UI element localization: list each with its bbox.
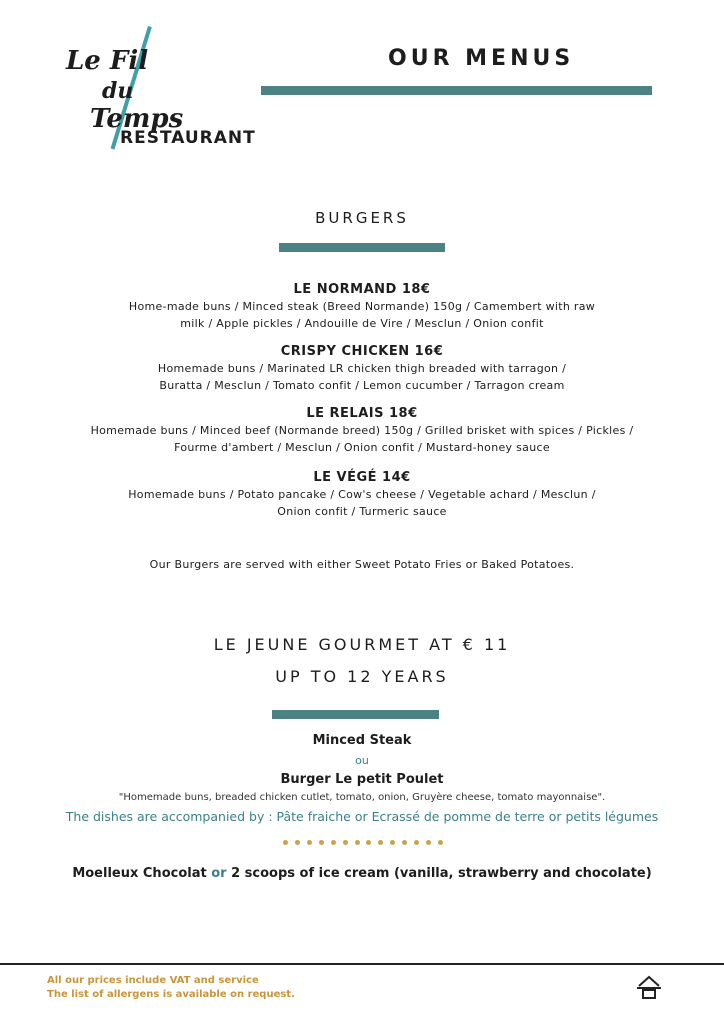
dotted-divider: [283, 840, 443, 846]
kids-heading: LE JEUNE GOURMET AT € 11: [213, 635, 511, 654]
menu-item-title: LE NORMAND 18€: [293, 282, 431, 297]
kids-sides: The dishes are accompanied by : Pâte fraiche or Ecrassé de pomme de terre or petits légumes: [65, 809, 659, 824]
burgers-heading: BURGERS: [315, 209, 409, 227]
kids-option-2-desc: "Homemade buns, breaded chicken cutlet, tomato, onion, Gruyère cheese, tomato mayonnaise".: [118, 792, 606, 803]
title-divider: [261, 86, 652, 95]
menu-item-title: CRISPY CHICKEN 16€: [280, 344, 444, 359]
page-title: OUR MENUS: [388, 46, 575, 71]
kids-or: ou: [355, 754, 369, 767]
burgers-note: Our Burgers are served with either Sweet Potato Fries or Baked Potatoes.: [149, 558, 575, 571]
footer-note: All our prices include VAT and service The list of allergens is available on request.: [47, 975, 295, 1000]
menu-item-desc: Homemade buns / Minced beef (Normande breed) 150g / Grilled brisket with spices / Pickles / Fourme d'ambert / Mesclun / Onion confit / Mustard-honey sauce: [90, 424, 634, 454]
logo-line-3: Temps: [90, 104, 184, 134]
menu-item-title: LE RELAIS 18€: [306, 406, 418, 421]
burgers-divider: [279, 243, 445, 252]
menu-item-desc: Homemade buns / Marinated LR chicken thigh breaded with tarragon / Buratta / Mesclun / Tomato confit / Lemon cucumber / Tarragon cream: [157, 362, 567, 392]
kids-subheading: UP TO 12 YEARS: [275, 667, 449, 686]
menu-item-desc: Home-made buns / Minced steak (Breed Normande) 150g / Camembert with raw milk / Apple pickles / Andouille de Vire / Mesclun / Onion confit: [128, 300, 596, 330]
restaurant-logo: [60, 24, 256, 154]
logo-line-1: Le Fil: [66, 46, 149, 76]
kids-divider: [272, 710, 439, 719]
menu-item-title: LE VÉGÉ 14€: [313, 470, 411, 485]
house-icon: [636, 974, 662, 1000]
logo-restaurant-label: RESTAURANT: [120, 128, 256, 148]
footer-divider: [0, 963, 724, 965]
menu-item-desc: Homemade buns / Potato pancake / Cow's cheese / Vegetable achard / Mesclun / Onion confit / Turmeric sauce: [128, 488, 596, 518]
kids-dessert: Moelleux Chocolat or 2 scoops of ice cream (vanilla, strawberry and chocolate): [72, 866, 652, 881]
logo-line-2: du: [102, 78, 134, 104]
kids-option-2: Burger Le petit Poulet: [280, 772, 444, 787]
kids-option-1: Minced Steak: [312, 733, 412, 748]
